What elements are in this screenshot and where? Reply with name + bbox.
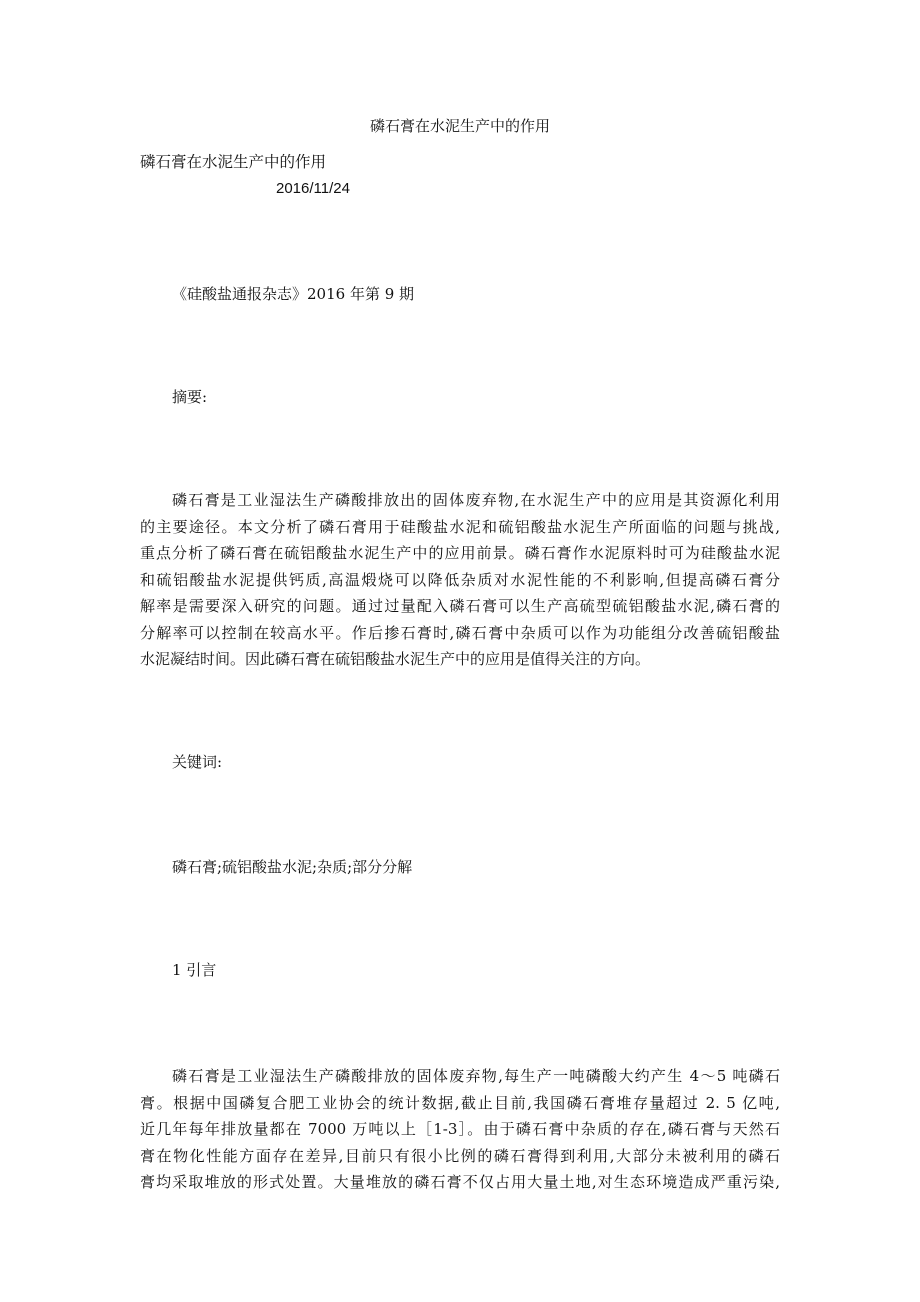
abstract-line: 磷石膏是工业湿法生产磷酸排放出的固体废弃物,在水泥生产中的应用是其资源化利用 bbox=[172, 491, 780, 509]
abstract-label: 摘要: bbox=[172, 388, 208, 406]
document-title: 磷石膏在水泥生产中的作用 bbox=[369, 117, 550, 135]
abstract-line: 水泥凝结时间。因此磷石膏在硫铝酸盐水泥生产中的应用是值得关注的方向。 bbox=[140, 650, 651, 668]
intro-line: 膏在物化性能方面存在差异,目前只有很小比例的磷石膏得到利用,大部分未被利用的磷石 bbox=[140, 1146, 780, 1165]
abstract-line: 和硫铝酸盐水泥提供钙质,高温煅烧可以降低杂质对水泥性能的不利影响,但提高磷石膏分 bbox=[140, 570, 780, 589]
journal-source: 《硅酸盐通报杂志》2016 年第 9 期 bbox=[172, 285, 415, 303]
intro-paragraph bbox=[140, 1063, 780, 1196]
abstract-line: 分解率可以控制在较高水平。作后掺石膏时,磷石膏中杂质可以作为功能组分改善硫铝酸盐 bbox=[140, 623, 780, 642]
intro-line: 磷石膏是工业湿法生产磷酸排放的固体废弃物,每生产一吨磷酸大约产生 4～5 吨磷石 bbox=[172, 1067, 780, 1085]
abstract-paragraph bbox=[140, 487, 780, 673]
publish-date: 2016/11/24 bbox=[276, 180, 350, 197]
article-title: 磷石膏在水泥生产中的作用 bbox=[140, 153, 327, 171]
abstract-line: 的主要途径。本文分析了磷石膏用于硅酸盐水泥和硫铝酸盐水泥生产所面临的问题与挑战, bbox=[140, 517, 780, 536]
intro-line: 膏。根据中国磷复合肥工业协会的统计数据,截止目前,我国磷石膏堆存量超过 2. 5 亿吨, bbox=[140, 1093, 780, 1112]
abstract-line: 解率是需要深入研究的问题。通过过量配入磷石膏可以生产高硫型硫铝酸盐水泥,磷石膏的 bbox=[140, 597, 780, 615]
section-heading: 1 引言 bbox=[172, 961, 217, 979]
intro-line: 近几年每年排放量都在 7000 万吨以上［1-3］。由于磷石膏中杂质的存在,磷石膏与天然石 bbox=[140, 1120, 780, 1138]
abstract-line: 重点分析了磷石膏在硫铝酸盐水泥生产中的应用前景。磷石膏作水泥原料时可为硅酸盐水泥 bbox=[140, 544, 780, 562]
keywords-label: 关键词: bbox=[172, 753, 223, 771]
keywords-text: 磷石膏;硫铝酸盐水泥;杂质;部分分解 bbox=[172, 858, 413, 876]
intro-line: 膏均采取堆放的形式处置。大量堆放的磷石膏不仅占用大量土地,对生态环境造成严重污染, bbox=[140, 1173, 780, 1191]
